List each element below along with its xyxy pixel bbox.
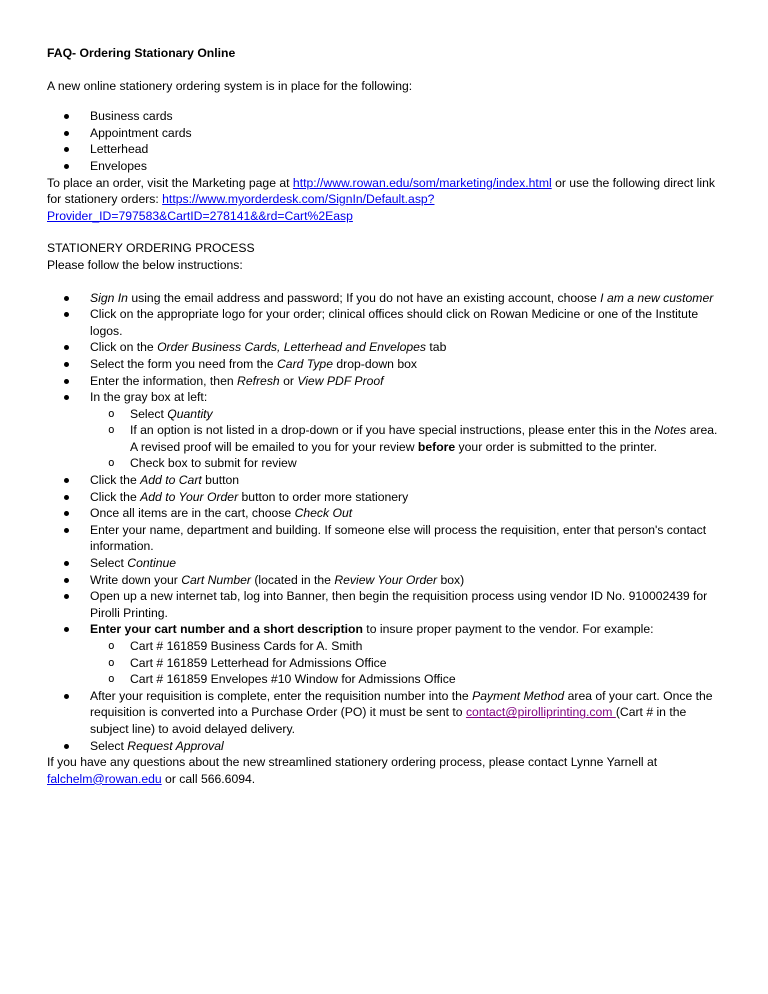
contact-email-link[interactable]: falchelm@rowan.edu <box>47 771 162 786</box>
marketing-page-link[interactable]: http://www.rowan.edu/som/marketing/index.html <box>292 175 552 190</box>
closing-paragraph: If you have any questions about the new streamlined stationery ordering process, please contact Lynne Yarnell at falchelm@rowan.edu or call 566.6094. <box>47 755 658 786</box>
list-item: Select the form you need from the Card Type drop-down box <box>47 356 718 373</box>
list-item: Open up a new internet tab, log into Banner, then begin the requisition process using vendor ID No. 910002439 for Pirolli Printing. <box>47 588 718 621</box>
sub-list-item: o Select Quantity <box>90 406 718 423</box>
sub-list-item: o Check box to submit for review <box>90 455 718 472</box>
list-item: Envelopes <box>47 158 718 175</box>
process-subheading: Please follow the below instructions: <box>47 257 243 272</box>
list-item: Select Continue <box>47 555 718 572</box>
list-item: Business cards <box>47 108 718 125</box>
list-item: In the gray box at left: o Select Quantity o If an option is not listed in a drop-down or if you have special instructions, please enter this in the Notes area. A revised proof will be emailed to you for your review before your order is submitted to the printer. o Check box to submit for review <box>47 389 718 472</box>
list-item: Enter your cart number and a short description to insure proper payment to the vendor. For example: o Cart # 161859 Business Cards for A. Smith o Cart # 161859 Letterhead for Admissions Office o Cart # 161859 Envelopes #10 Window for Admissions Office <box>47 621 718 687</box>
sub-list-item: o Cart # 161859 Envelopes #10 Window for Admissions Office <box>90 671 718 688</box>
list-item: Select Request Approval <box>47 738 718 755</box>
process-heading: STATIONERY ORDERING PROCESS <box>47 241 255 256</box>
process-steps-list <box>47 290 718 755</box>
list-item: Sign In using the email address and password; If you do not have an existing account, choose I am a new customer <box>47 290 718 307</box>
list-item: Letterhead <box>47 141 718 158</box>
sub-list-item: o Cart # 161859 Letterhead for Admissions Office <box>90 655 718 672</box>
list-item: After your requisition is complete, enter the requisition number into the Payment Method area of your cart. Once the requisition is converted into a Purchase Order (PO) it must be sent to contact@pirolliprinting.com (Cart # in the subject line) to avoid delayed delivery. <box>47 688 718 738</box>
sub-list <box>90 406 718 472</box>
sub-list-item: o If an option is not listed in a drop-down or if you have special instructions, please enter this in the Notes area. A revised proof will be emailed to you for your review before your order is submitted to the printer. <box>90 422 718 455</box>
product-list <box>47 108 718 174</box>
stationery-order-link[interactable]: https://www.myorderdesk.com/SignIn/Default.asp?Provider_ID=797583&CartID=278141&&rd=Cart%2Easp <box>47 192 435 223</box>
sub-list <box>90 638 718 688</box>
pirolli-email-link[interactable]: contact@pirolliprinting.com <box>465 705 616 720</box>
place-order-paragraph: To place an order, visit the Marketing page at http://www.rowan.edu/som/marketing/index.html or use the following direct link for stationery orders: https://www.myorderdesk.com/SignIn/Default.asp?Provider_ID=797583&CartID=278141&&rd=Cart%2Easp <box>47 175 715 223</box>
list-item: Click on the appropriate logo for your order; clinical offices should click on Rowan Medicine or one of the Institute logos. <box>47 306 718 339</box>
list-item: Enter the information, then Refresh or View PDF Proof <box>47 373 718 390</box>
intro-text: A new online stationery ordering system is in place for the following: <box>47 78 413 93</box>
list-item: Once all items are in the cart, choose Check Out <box>47 505 718 522</box>
list-item: Click on the Order Business Cards, Letterhead and Envelopes tab <box>47 339 718 356</box>
list-item: Write down your Cart Number (located in the Review Your Order box) <box>47 572 718 589</box>
list-item: Click the Add to Cart button <box>47 472 718 489</box>
list-item: Enter your name, department and building. If someone else will process the requisition, enter that person's contact information. <box>47 522 718 555</box>
list-item: Click the Add to Your Order button to order more stationery <box>47 489 718 506</box>
page-title: FAQ- Ordering Stationary Online <box>47 46 236 60</box>
list-item: Appointment cards <box>47 125 718 142</box>
sub-list-item: o Cart # 161859 Business Cards for A. Smith <box>90 638 718 655</box>
